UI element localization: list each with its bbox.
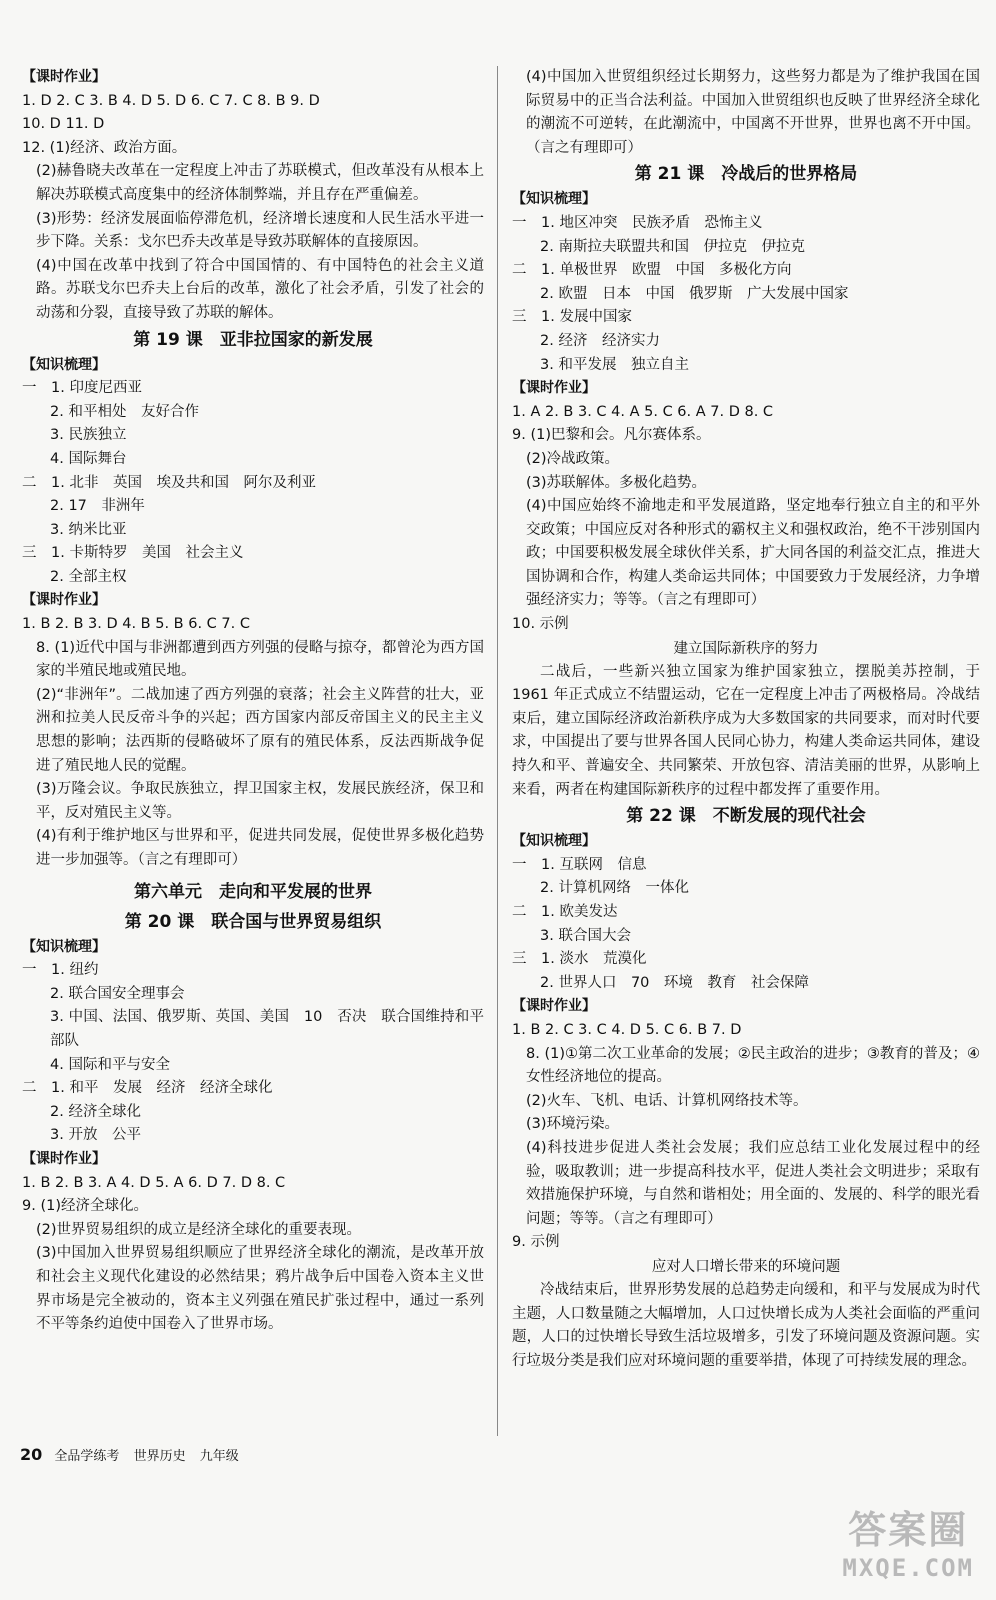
- answer-line: 1. A 2. B 3. C 4. A 5. C 6. A 7. D 8. C: [512, 403, 774, 420]
- lesson-title: 第 22 课 不断发展的现代社会: [626, 806, 866, 827]
- answer-paragraph: (4)中国应始终不渝地走和平发展道路，坚定地奉行独立自主的和平外交政策；中国应反对各种形式的霸权主义和强权政治，绝不干涉别国内政；中国要积极发展全球伙伴关系，扩大同各国的利益交汇点，推进大国协调和合作，构建人类命运共同体；中国要致力于发展经济，力争增强经济实力；等等。（言之有理即可）: [526, 498, 980, 609]
- answer-paragraph: (4)中国在改革中找到了符合中国国情的、有中国特色的社会主义道路。苏联戈尔巴乔夫上台后的改革，激化了社会矛盾，引发了社会的动荡和分裂，直接导致了苏联的解体。: [36, 257, 484, 321]
- answer-paragraph: (2)赫鲁晓夫改革在一定程度上冲击了苏联模式，但改革没有从根本上解决苏联模式高度集中的经济体制弊端，并且存在严重偏差。: [36, 163, 484, 203]
- answer-line: 二 1. 北非 英国 埃及共和国 阿尔及利亚: [22, 474, 316, 491]
- answer-line: 2. 计算机网络 一体化: [540, 880, 689, 897]
- page-number: 20: [20, 1445, 43, 1464]
- answer-line: 2. 和平相处 友好合作: [50, 403, 199, 420]
- answer-line: 三 1. 淡水 荒漠化: [512, 951, 647, 968]
- answer-line: 4. 国际和平与安全: [50, 1056, 170, 1073]
- essay-body: 冷战结束后，世界形势发展的总趋势走向缓和，和平与发展成为时代主题，人口数量随之大幅增加，人口过快增长成为人类社会面临的严重问题，人口的过快增长导致生活垃圾增多，引发了环境问题及资源问题。实行垃圾分类是我们应对环境问题的重要举措，体现了可持续发展的理念。: [512, 1281, 980, 1369]
- answer-line: 二 1. 欧美发达: [512, 904, 618, 920]
- grade-name: 九年级: [199, 1449, 239, 1464]
- answer-line: 3. 民族独立: [50, 427, 127, 444]
- answer-line: 10. D 11. D: [22, 116, 105, 133]
- unit-title: 第六单元 走向和平发展的世界: [134, 881, 372, 902]
- answer-line: 1. B 2. C 3. C 4. D 5. C 6. B 7. D: [512, 1021, 742, 1038]
- answer-paragraph: (3)环境污染。: [526, 1116, 620, 1133]
- answer-line: 3. 和平发展 独立自主: [540, 356, 689, 373]
- lesson-title: 第 20 课 联合国与世界贸易组织: [124, 911, 382, 932]
- lesson-title: 第 21 课 冷战后的世界格局: [634, 164, 858, 185]
- answer-line: 2. 全部主权: [50, 568, 127, 585]
- answer-paragraph: (2)火车、飞机、电话、计算机网络技术等。: [526, 1092, 808, 1109]
- answer-line: 10. 示例: [512, 616, 569, 633]
- answer-paragraph: (4)中国加入世贸组织经过长期努力，这些努力都是为了维护我国在国际贸易中的正当合法利益。中国加入世贸组织也反映了世界经济全球化的潮流不可逆转，在此潮流中，中国离不开世界，世界也离不开中国。（言之有理即可）: [526, 69, 980, 156]
- answer-line: 2. 经济全球化: [50, 1103, 141, 1120]
- section-label: 【课时作业】: [512, 380, 596, 397]
- watermark-brand: 答案圈: [848, 1508, 969, 1552]
- section-label: 【知识梳理】: [512, 833, 596, 850]
- essay-body: 二战后，一些新兴独立国家为维护国家独立，摆脱美苏控制，于 1961 年正式成立不结盟运动，它在一定程度上冲击了两极格局。冷战结束后，建立国际经济政治新秩序成为大多数国家的共同要求，而对时代要求，中国提出了要与世界各国人民同心协力，构建人类命运共同体，建设持久和平、普遍安全、共同繁荣、开放包容、清洁美丽的世界，从影响上来看，两者在构建国际新秩序的过程中都发挥了重要作用。: [512, 663, 980, 798]
- answer-paragraph: 3. 中国、法国、俄罗斯、英国、美国 10 否决 联合国维持和平部队: [50, 1009, 484, 1049]
- answer-paragraph: (3)万隆会议。争取民族独立，捍卫国家主权，发展民族经济，保卫和平，反对殖民主义等。: [36, 781, 484, 821]
- left-column: [22, 66, 484, 1337]
- answer-line: 二 1. 和平 发展 经济 经济全球化: [22, 1080, 273, 1097]
- right-column: [512, 66, 980, 1373]
- subject-name: 世界历史: [133, 1449, 186, 1464]
- answer-line: 一 1. 纽约: [22, 962, 99, 979]
- answer-paragraph: (2)世界贸易组织的成立是经济全球化的重要表现。: [36, 1221, 362, 1238]
- answer-line: 2. 欧盟 日本 中国 俄罗斯 广大发展中国家: [540, 285, 849, 302]
- answer-line: 2. 南斯拉夫联盟共和国 伊拉克 伊拉克: [540, 238, 805, 255]
- answer-paragraph: (2)“非洲年”。二战加速了西方列强的衰落；社会主义阵营的壮大，亚洲和拉美人民反帝斗争的兴起；西方国家内部反帝国主义的民主主义思想的影响；法西斯的侵略破坏了原有的殖民体系，反法西斯战争促进了殖民地人民的觉醒。: [36, 686, 484, 774]
- answer-line: 1. D 2. C 3. B 4. D 5. D 6. C 7. C 8. B 9. D: [22, 92, 320, 109]
- answer-paragraph: (3)苏联解体。多极化趋势。: [526, 474, 707, 491]
- answer-line: 3. 纳米比亚: [50, 521, 127, 538]
- answer-line: 三 1. 卡斯特罗 美国 社会主义: [22, 545, 244, 562]
- section-label: 【知识梳理】: [512, 191, 596, 208]
- answer-line: 2. 联合国安全理事会: [50, 985, 185, 1002]
- watermark-url: MXQE.COM: [842, 1554, 974, 1582]
- answer-line: 3. 开放 公平: [50, 1127, 141, 1144]
- answer-line: 2. 世界人口 70 环境 教育 社会保障: [540, 974, 809, 991]
- section-label: 【课时作业】: [22, 592, 106, 609]
- column-divider: [497, 66, 498, 1436]
- answer-line: 一 1. 印度尼西亚: [22, 380, 142, 397]
- answer-paragraph: (3)中国加入世界贸易组织顺应了世界经济全球化的潮流，是改革开放和社会主义现代化建设的必然结果；鸦片战争后中国卷入资本主义世界市场是完全被动的，资本主义列强在殖民扩张过程中，通过一系列不平等条约迫使中国卷入了世界市场。: [36, 1245, 484, 1333]
- answer-line: 1. B 2. B 3. D 4. B 5. B 6. C 7. C: [22, 616, 250, 633]
- answer-paragraph: 8. (1)近代中国与非洲都遭到西方列强的侵略与掠夺，都曾沦为西方国家的半殖民地或殖民地。: [36, 639, 484, 680]
- section-label: 【知识梳理】: [22, 938, 106, 955]
- section-label: 【课时作业】: [512, 998, 596, 1015]
- answer-line: 一 1. 互联网 信息: [512, 856, 647, 873]
- watermark-logo: [842, 1499, 974, 1582]
- section-label: 【课时作业】: [22, 69, 106, 85]
- answer-line: 1. B 2. B 3. A 4. D 5. A 6. D 7. D 8. C: [22, 1174, 286, 1191]
- answer-line: 二 1. 单极世界 欧盟 中国 多极化方向: [512, 262, 792, 279]
- essay-title: 应对人口增长带来的环境问题: [651, 1258, 841, 1275]
- lesson-title: 第 19 课 亚非拉国家的新发展: [133, 329, 373, 350]
- answer-line: 2. 经济 经济实力: [540, 332, 660, 349]
- section-label: 【知识梳理】: [22, 356, 106, 373]
- answer-line: 3. 联合国大会: [540, 927, 631, 944]
- answer-paragraph: (4)有利于维护地区与世界和平，促进共同发展，促使世界多极化趋势进一步加强等。（言之有理即可）: [36, 828, 484, 868]
- answer-paragraph: (3)形势：经济发展面临停滞危机，经济增长速度和人民生活水平进一步下降。关系：戈尔巴乔夫改革是导致苏联解体的直接原因。: [36, 210, 484, 251]
- answer-line: 12. (1)经济、政治方面。: [22, 139, 187, 156]
- series-name: 全品学练考: [54, 1449, 120, 1464]
- answer-line: 2. 17 非洲年: [50, 498, 145, 515]
- section-label: 【课时作业】: [22, 1150, 106, 1167]
- answer-line: 9. (1)经济全球化。: [22, 1198, 148, 1215]
- answer-line: 三 1. 发展中国家: [512, 309, 632, 326]
- answer-paragraph: (4)科技进步促进人类社会发展；我们应总结工业化发展过程中的经验，吸取教训；进一步提高科技水平，促进人类社会文明进步；采取有效措施保护环境，与自然和谐相处；用全面的、发展的、科学的眼光看问题；等等。（言之有理即可）: [526, 1139, 980, 1227]
- page-footer: [20, 1445, 249, 1464]
- answer-line: 9. (1)巴黎和会。凡尔赛体系。: [512, 427, 711, 444]
- answer-paragraph: (2)冷战政策。: [526, 450, 620, 467]
- answer-paragraph: 8. (1)①第二次工业革命的发展；②民主政治的进步；③教育的普及；④女性经济地位的提高。: [526, 1045, 980, 1086]
- answer-line: 9. 示例: [512, 1234, 560, 1251]
- essay-title: 建立国际新秩序的努力: [673, 640, 819, 657]
- answer-line: 一 1. 地区冲突 民族矛盾 恐怖主义: [512, 214, 763, 231]
- answer-line: 4. 国际舞台: [50, 450, 127, 467]
